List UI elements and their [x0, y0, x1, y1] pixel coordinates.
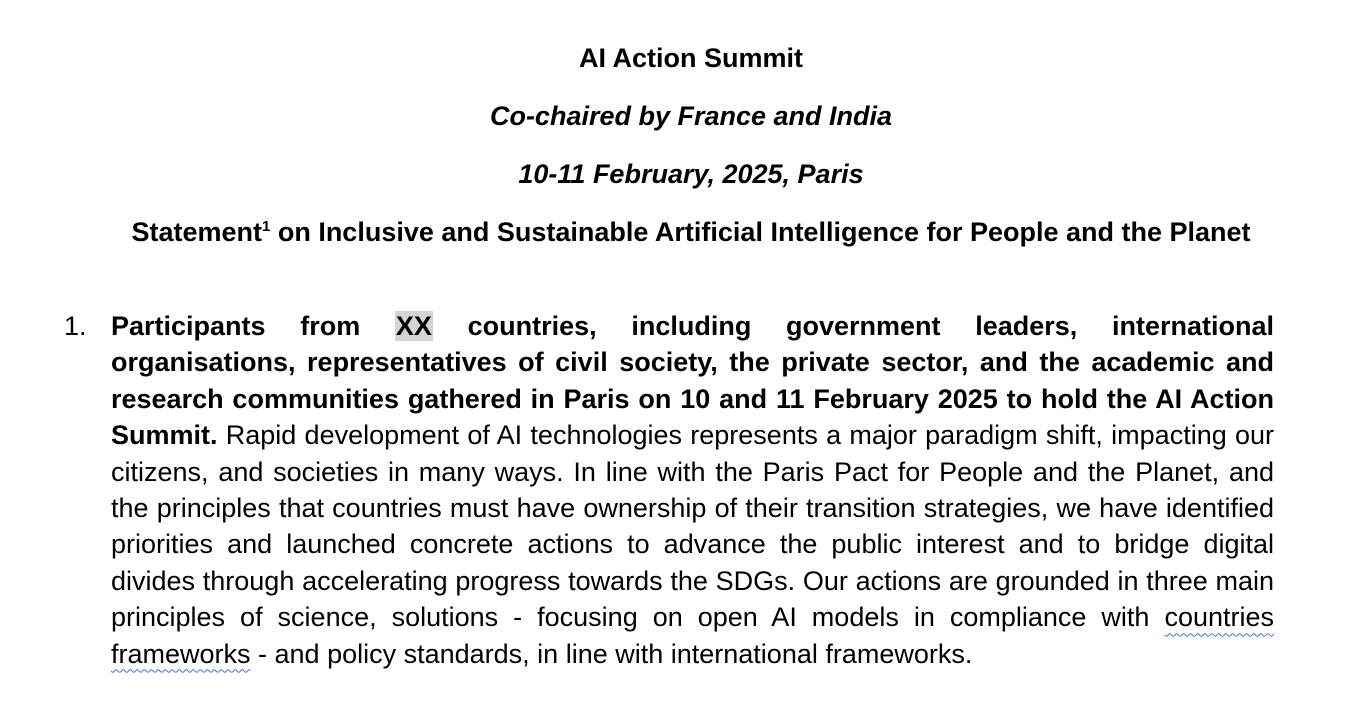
- body-text-end: - and policy standards, in line with international frameworks.: [250, 638, 973, 669]
- date-place-line: 10-11 February, 2025, Paris: [518, 159, 864, 189]
- bold-lead-start: Participants from: [111, 311, 395, 341]
- body-text: Rapid development of AI technologies represents a major paradigm shift, impacting our citizens, and societies in many ways. In line with the Paris Pact for People and the Planet, and the principles that countries must have ownership of their transition strategies, we have identified priorities and launched concrete actions to advance the public interest and to bridge digital divides through accelerating progress towards the SDGs. Our actions are grounded in three main principles of science, solutions - focusing on open AI models in compliance with: [111, 420, 1274, 633]
- summit-title: AI Action Summit: [578, 43, 803, 73]
- statement-rest: on Inclusive and Sustainable Artificial Intelligence for People and the Planet: [270, 217, 1251, 247]
- cochair-line: Co-chaired by France and India: [489, 101, 893, 131]
- list-item-number: 1.: [64, 311, 87, 341]
- footnote-mark[interactable]: 1: [261, 218, 271, 235]
- list-item: [64, 308, 1274, 672]
- statement-title: [120, 214, 1262, 250]
- spellcheck-flagged-text[interactable]: countries frameworks: [111, 602, 1274, 669]
- statement-lead: Statement: [131, 217, 262, 247]
- list-item-body: [111, 308, 1274, 672]
- bold-lead-end: countries, including government leaders, international organisations, representatives of civil society, the private sector, and the academic and research communities gathered in Paris on 10 and 11 February 2025 to hold the AI Action Summit.: [111, 311, 1274, 451]
- highlighted-placeholder: XX: [395, 311, 432, 341]
